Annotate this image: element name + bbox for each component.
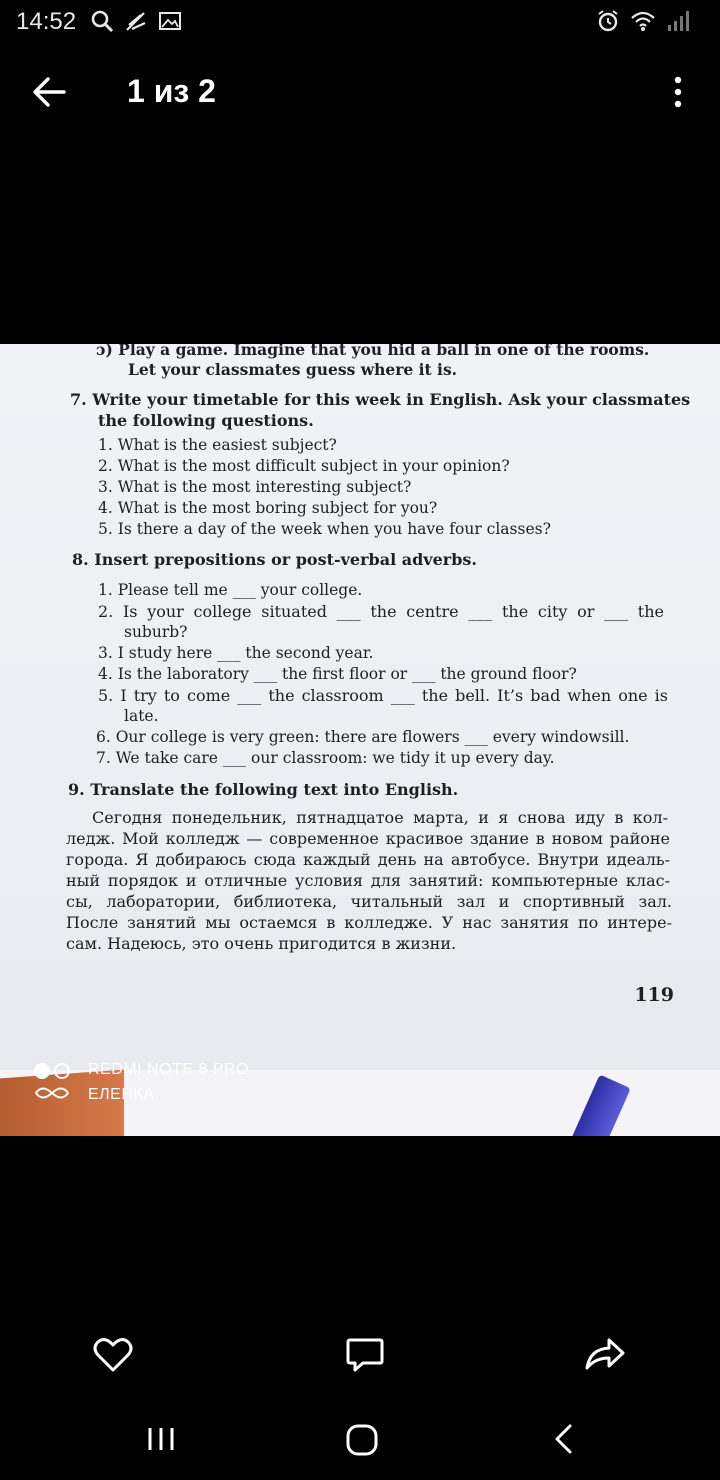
recent-apps-icon — [140, 1418, 184, 1462]
alarm-icon — [596, 9, 620, 33]
like-button[interactable] — [89, 1332, 137, 1376]
ex9-line-6: После занятий мы остаемся в колледже. У нас занятия по интере- — [66, 913, 672, 932]
ex8-line-5: 5. I try to come ___ the classroom ___ the bell. It’s bad when one is — [98, 686, 668, 705]
cut-line-2: Let your classmates guess where it is. — [128, 360, 458, 379]
photo-actions-bar — [0, 1320, 720, 1390]
viewer-app-bar — [0, 60, 720, 124]
recent-apps-button[interactable] — [140, 1418, 184, 1462]
camera-watermark — [32, 1060, 249, 1109]
ex9-line-4: ный порядок и отличные условия для занятий: компьютерные клас- — [66, 871, 670, 890]
ex9-line-7: сам. Надеюсь, это очень пригодится в жизни. — [66, 934, 457, 953]
ex9-line-2: ледж. Мой колледж — современное красивое здание в новом районе — [66, 829, 670, 848]
gallery-icon — [158, 10, 182, 32]
ex9-line-3: города. Я добираюсь сюда каждый день на автобусе. Внутри идеаль- — [66, 850, 670, 869]
comment-button[interactable] — [341, 1332, 389, 1376]
ex7-item-4: 4. What is the most boring subject for you? — [98, 499, 438, 517]
feather-icon — [124, 9, 148, 33]
home-button[interactable] — [340, 1418, 384, 1462]
status-right-icons — [596, 9, 690, 33]
more-vertical-icon — [664, 74, 692, 110]
system-back-button[interactable] — [542, 1418, 586, 1462]
home-icon — [340, 1418, 384, 1462]
ex8-line-6: 6. Our college is very green: there are flowers ___ every windowsill. — [96, 728, 630, 746]
ex7-item-2: 2. What is the most difficult subject in your opinion? — [98, 457, 510, 475]
ex8-line-1: 1. Please tell me ___ your college. — [98, 581, 363, 599]
exercise-7-title-2: the following questions. — [98, 411, 314, 430]
system-nav-bar — [0, 1410, 720, 1470]
ex8-line-2: 2. Is your college situated ___ the centre ___ the city or ___ the — [98, 602, 664, 621]
more-options-button[interactable] — [664, 74, 692, 110]
back-button[interactable] — [28, 74, 72, 110]
watermark-author: ЕЛЕНКА — [88, 1086, 155, 1103]
ex7-item-1: 1. What is the easiest subject? — [98, 436, 337, 454]
exercise-8-title: 8. Insert prepositions or post-verbal adverbs. — [72, 550, 477, 569]
exercise-9-title: 9. Translate the following text into English. — [68, 780, 459, 799]
ex9-line-1: Сегодня понедельник, пятнадцатое марта, и я снова иду в кол- — [92, 808, 668, 827]
dual-camera-logo-icon — [32, 1060, 76, 1104]
heart-icon — [89, 1332, 137, 1376]
page-counter-title: 1 из 2 — [127, 73, 216, 109]
search-icon — [90, 9, 114, 33]
ex7-item-5: 5. Is there a day of the week when you have four classes? — [98, 520, 551, 538]
arrow-left-icon — [28, 74, 72, 110]
ex8-line-7: 7. We take care ___ our classroom: we tidy it up every day. — [96, 749, 555, 767]
exercise-7-title-1: 7. Write your timetable for this week in English. Ask your classmates — [70, 390, 691, 409]
chat-bubble-icon — [341, 1332, 389, 1376]
ex9-line-5: сы, лаборатории, библиотека, читальный зал и спортивный зал. — [66, 892, 672, 911]
signal-icon — [666, 10, 690, 32]
ex7-item-3: 3. What is the most interesting subject? — [98, 478, 412, 496]
share-arrow-icon — [581, 1332, 629, 1376]
back-chevron-icon — [542, 1418, 586, 1462]
status-left-icons — [90, 9, 182, 33]
photo-viewer-image[interactable] — [0, 344, 720, 1136]
status-bar — [0, 0, 720, 44]
ex8-line-2-cont: suburb? — [124, 623, 188, 641]
ex8-line-4: 4. Is the laboratory ___ the first floor or ___ the ground floor? — [98, 665, 577, 683]
cut-line-1: ɔ) Play a game. Imagine that you hid a ball in one of the rooms. — [96, 344, 650, 359]
wifi-icon — [630, 10, 656, 32]
page-number: 119 — [634, 984, 674, 1006]
watermark-model: REDMI NOTE 8 PRO — [88, 1061, 249, 1078]
ex8-line-5-cont: late. — [124, 707, 159, 725]
share-button[interactable] — [581, 1332, 629, 1376]
ex8-line-3: 3. I study here ___ the second year. — [98, 644, 374, 662]
status-time: 14:52 — [16, 8, 77, 35]
